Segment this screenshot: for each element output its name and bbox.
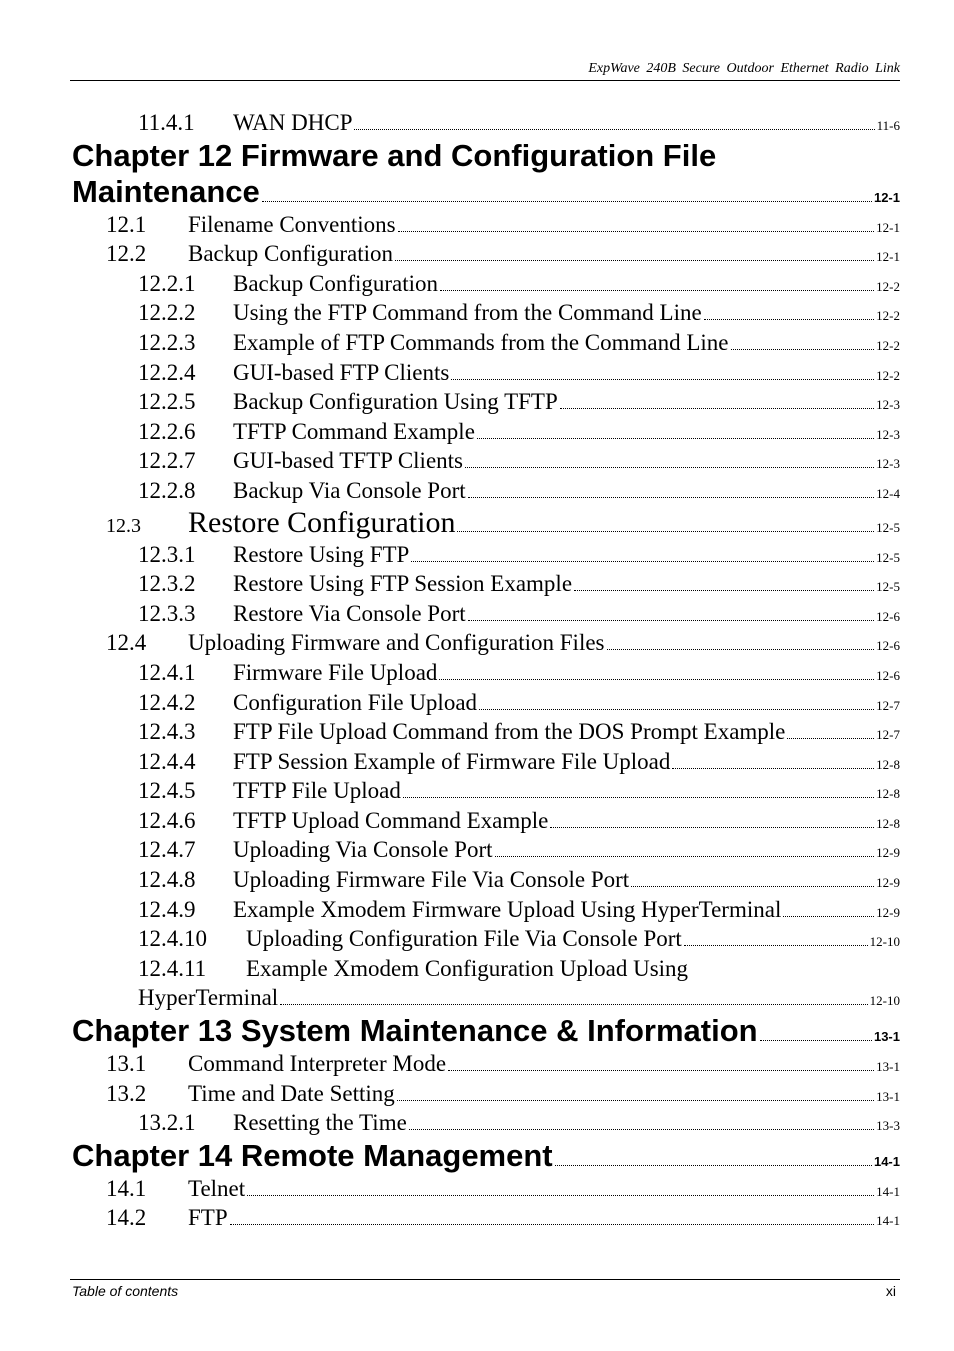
entry-page: 12-7 bbox=[876, 697, 900, 713]
entry-page: 12-2 bbox=[876, 278, 900, 294]
entry-first-line bbox=[72, 954, 900, 984]
entry-page: 14-1 bbox=[876, 1213, 900, 1229]
entry-page: 13-1 bbox=[876, 1088, 900, 1104]
entry-title: Uploading Firmware File Via Console Port bbox=[233, 867, 630, 893]
dot-leader bbox=[409, 1129, 874, 1130]
entry-number: 12.4.7 bbox=[138, 837, 196, 863]
entry-title: Backup Via Console Port bbox=[233, 477, 466, 503]
entry-page: 12-3 bbox=[876, 426, 900, 442]
toc-entry-12-4-10[interactable] bbox=[72, 924, 900, 954]
entry-page: 12-9 bbox=[876, 845, 900, 861]
entry-number: 12.3 bbox=[106, 514, 141, 537]
entry-title: Restore Via Console Port bbox=[233, 600, 466, 626]
entry-page: 12-8 bbox=[876, 815, 900, 831]
entry-number: 12.2.7 bbox=[138, 448, 196, 474]
entry-number: 12.4.2 bbox=[138, 689, 196, 715]
entry-page: 13-1 bbox=[876, 1059, 900, 1075]
entry-page: 12-3 bbox=[876, 456, 900, 472]
dot-leader bbox=[607, 649, 875, 650]
entry-title: Uploading Configuration File Via Console Port bbox=[246, 926, 682, 952]
dot-leader bbox=[672, 768, 874, 769]
dot-leader bbox=[468, 497, 875, 498]
entry-title: Restore Using FTP Session Example bbox=[233, 571, 573, 597]
dot-leader bbox=[684, 945, 868, 946]
dot-leader bbox=[465, 467, 874, 468]
entry-page: 12-5 bbox=[876, 519, 900, 535]
dot-leader bbox=[574, 590, 874, 591]
toc-entry-13-2-1[interactable] bbox=[72, 1108, 900, 1138]
entry-number: 14.1 bbox=[106, 1175, 147, 1201]
toc-chapter-14[interactable] bbox=[72, 1138, 900, 1174]
toc-entry-13-1[interactable] bbox=[72, 1049, 900, 1079]
entry-page: 12-10 bbox=[869, 934, 900, 950]
toc-entry-12-3-1[interactable] bbox=[72, 540, 900, 570]
toc-entry-12-4-5[interactable] bbox=[72, 776, 900, 806]
dot-leader bbox=[704, 319, 874, 320]
entry-title: Restore Using FTP bbox=[233, 541, 410, 567]
toc-entry-12-4-3[interactable] bbox=[72, 717, 900, 747]
entry-title: Backup Configuration bbox=[188, 241, 394, 267]
toc-entry-12-4[interactable] bbox=[72, 628, 900, 658]
entry-page: 12-5 bbox=[876, 579, 900, 595]
entry-title: Example of FTP Commands from the Command Line bbox=[233, 329, 729, 355]
toc-entry-12-2-3[interactable] bbox=[72, 328, 900, 358]
entry-number: 13.2 bbox=[106, 1080, 147, 1106]
entry-title: Filename Conventions bbox=[188, 211, 396, 237]
entry-page: 12-8 bbox=[876, 786, 900, 802]
entry-title: Restore Configuration bbox=[188, 505, 456, 539]
entry-title: Uploading Via Console Port bbox=[233, 837, 493, 863]
dot-leader bbox=[555, 1165, 872, 1166]
toc-entry-12-1[interactable] bbox=[72, 210, 900, 240]
entry-number: 12.4.9 bbox=[138, 896, 196, 922]
entry-title: Configuration File Upload bbox=[233, 689, 478, 715]
running-header: ExpWave 240B Secure Outdoor Ethernet Radio Link bbox=[70, 58, 900, 81]
entry-title: FTP bbox=[188, 1205, 228, 1231]
dot-leader bbox=[477, 438, 874, 439]
entry-page: 12-4 bbox=[876, 485, 900, 501]
entry-page: 13-3 bbox=[876, 1118, 900, 1134]
toc-entry-12-4-6[interactable] bbox=[72, 806, 900, 836]
entry-number: 12.2.2 bbox=[138, 300, 196, 326]
entry-number: 13.1 bbox=[106, 1051, 147, 1077]
entry-page: 11-6 bbox=[876, 118, 900, 133]
entry-title: Example Xmodem Firmware Upload Using HyperTerminal bbox=[233, 896, 782, 922]
chapter-title-line1: Chapter 12 Firmware and Configuration File bbox=[72, 137, 717, 173]
entry-title: Backup Configuration bbox=[233, 270, 439, 296]
entry-number: 12.2.3 bbox=[138, 329, 196, 355]
toc-entry-12-3[interactable] bbox=[72, 506, 900, 540]
entry-page: 12-10 bbox=[869, 993, 900, 1009]
entry-page: 12-3 bbox=[876, 397, 900, 413]
dot-leader bbox=[479, 709, 874, 710]
entry-number: 12.4.8 bbox=[138, 867, 196, 893]
entry-title: TFTP File Upload bbox=[233, 778, 401, 804]
entry-title-line1: Example Xmodem Configuration Upload Using bbox=[246, 955, 689, 981]
toc-entry-12-4-11[interactable] bbox=[72, 954, 900, 1013]
entry-number: 12.3.1 bbox=[138, 541, 196, 567]
dot-leader bbox=[262, 201, 872, 202]
chapter-title-line2-row bbox=[72, 174, 900, 210]
dot-leader bbox=[631, 886, 874, 887]
entry-title: Time and Date Setting bbox=[188, 1080, 395, 1106]
toc-entry-12-3-3[interactable] bbox=[72, 599, 900, 629]
entry-title: WAN DHCP bbox=[233, 110, 353, 135]
entry-page: 12-9 bbox=[876, 904, 900, 920]
entry-title: Firmware File Upload bbox=[233, 659, 438, 685]
entry-number: 12.4.3 bbox=[138, 719, 196, 745]
toc-entry-12-2-8[interactable] bbox=[72, 476, 900, 506]
entry-page: 12-2 bbox=[876, 337, 900, 353]
dot-leader bbox=[230, 1224, 875, 1225]
entry-title: GUI-based FTP Clients bbox=[233, 359, 450, 385]
dot-leader bbox=[411, 561, 874, 562]
entry-page: 12-8 bbox=[876, 756, 900, 772]
entry-title: Command Interpreter Mode bbox=[188, 1051, 447, 1077]
dot-leader bbox=[451, 379, 874, 380]
table-of-contents bbox=[72, 108, 900, 1233]
dot-leader bbox=[468, 620, 875, 621]
entry-title: Telnet bbox=[188, 1175, 246, 1201]
entry-title: Uploading Firmware and Configuration Files bbox=[188, 630, 605, 656]
dot-leader bbox=[354, 129, 874, 130]
dot-leader bbox=[448, 1070, 874, 1071]
entry-title: Using the FTP Command from the Command Line bbox=[233, 300, 702, 326]
dot-leader bbox=[787, 738, 874, 739]
entry-title: TFTP Command Example bbox=[233, 418, 475, 444]
toc-entry-12-4-4[interactable] bbox=[72, 747, 900, 777]
entry-number: 14.2 bbox=[106, 1205, 147, 1231]
toc-entry-14-1[interactable] bbox=[72, 1174, 900, 1204]
entry-page: 12-2 bbox=[876, 308, 900, 324]
entry-page: 14-1 bbox=[873, 1153, 900, 1169]
dot-leader bbox=[439, 679, 874, 680]
toc-entry-12-2-5[interactable] bbox=[72, 387, 900, 417]
dot-leader bbox=[280, 1004, 867, 1005]
entry-number: 12.2 bbox=[106, 241, 147, 267]
dot-leader bbox=[457, 531, 874, 532]
entry-number: 12.3.2 bbox=[138, 571, 196, 597]
entry-title: FTP Session Example of Firmware File Upload bbox=[233, 748, 671, 774]
entry-page: 14-1 bbox=[876, 1183, 900, 1199]
entry-number: 12.4.5 bbox=[138, 778, 196, 804]
entry-page: 12-2 bbox=[876, 367, 900, 383]
entry-page: 12-1 bbox=[876, 219, 900, 235]
toc-entry-13-2[interactable] bbox=[72, 1079, 900, 1109]
toc-entry-12-2-7[interactable] bbox=[72, 446, 900, 476]
toc-entry-12-4-8[interactable] bbox=[72, 865, 900, 895]
entry-page: 13-1 bbox=[873, 1029, 900, 1045]
toc-entry-12-4-7[interactable] bbox=[72, 835, 900, 865]
running-footer bbox=[70, 1279, 900, 1302]
dot-leader bbox=[398, 231, 875, 232]
toc-entry-12-2-6[interactable] bbox=[72, 417, 900, 447]
entry-number: 12.4.10 bbox=[138, 926, 207, 952]
chapter-title: Chapter 14 Remote Management bbox=[72, 1137, 553, 1173]
dot-leader bbox=[397, 1100, 874, 1101]
entry-page: 12-5 bbox=[876, 549, 900, 565]
dot-leader bbox=[495, 856, 875, 857]
entry-number: 12.4.4 bbox=[138, 748, 196, 774]
entry-page: 12-6 bbox=[876, 667, 900, 683]
entry-number: 12.1 bbox=[106, 211, 147, 237]
dot-leader bbox=[731, 349, 875, 350]
chapter-title: Chapter 13 System Maintenance & Information bbox=[72, 1013, 758, 1049]
dot-leader bbox=[760, 1040, 872, 1041]
entry-number: 12.2.5 bbox=[138, 389, 196, 415]
entry-page: 12-1 bbox=[873, 189, 900, 205]
toc-chapter-13[interactable] bbox=[72, 1013, 900, 1049]
entry-number: 12.4.1 bbox=[138, 659, 196, 685]
entry-number: 11.4.1 bbox=[138, 110, 195, 135]
entry-title-line2: HyperTerminal bbox=[138, 985, 279, 1011]
page-number: xi bbox=[885, 1283, 896, 1299]
footer-label: Table of contents bbox=[72, 1283, 179, 1299]
toc-entry-12-2-4[interactable] bbox=[72, 358, 900, 388]
toc-entry-11-4-1[interactable] bbox=[72, 108, 900, 138]
toc-entry-12-2-2[interactable] bbox=[72, 298, 900, 328]
entry-page: 12-6 bbox=[876, 638, 900, 654]
dot-leader bbox=[783, 916, 874, 917]
entry-page: 12-9 bbox=[876, 875, 900, 891]
entry-number: 12.2.1 bbox=[138, 270, 196, 296]
entry-title: GUI-based TFTP Clients bbox=[233, 448, 463, 474]
toc-entry-12-4-9[interactable] bbox=[72, 895, 900, 925]
toc-entry-12-2-1[interactable] bbox=[72, 269, 900, 299]
toc-entry-12-2[interactable] bbox=[72, 239, 900, 269]
entry-title: TFTP Upload Command Example bbox=[233, 807, 549, 833]
entry-number: 12.4.11 bbox=[138, 955, 207, 981]
entry-page: 12-6 bbox=[876, 608, 900, 624]
dot-leader bbox=[403, 797, 874, 798]
dot-leader bbox=[395, 260, 874, 261]
entry-number: 13.2.1 bbox=[138, 1110, 196, 1136]
entry-number: 12.2.4 bbox=[138, 359, 196, 385]
dot-leader bbox=[550, 827, 874, 828]
toc-entry-12-3-2[interactable] bbox=[72, 569, 900, 599]
chapter-title-line2: Maintenance bbox=[72, 173, 260, 209]
entry-number: 12.2.8 bbox=[138, 477, 196, 503]
toc-chapter-12[interactable] bbox=[72, 138, 900, 210]
entry-number: 12.2.6 bbox=[138, 418, 196, 444]
entry-title: Backup Configuration Using TFTP bbox=[233, 389, 558, 415]
dot-leader bbox=[560, 408, 874, 409]
entry-number: 12.4.6 bbox=[138, 807, 196, 833]
entry-number: 12.4 bbox=[106, 630, 147, 656]
entry-page: 12-1 bbox=[876, 249, 900, 265]
entry-title: FTP File Upload Command from the DOS Prompt Example bbox=[233, 719, 786, 745]
toc-entry-12-4-1[interactable] bbox=[72, 658, 900, 688]
toc-entry-14-2[interactable] bbox=[72, 1203, 900, 1233]
entry-title: Resetting the Time bbox=[233, 1110, 407, 1136]
dot-leader bbox=[440, 290, 874, 291]
dot-leader bbox=[247, 1195, 874, 1196]
entry-number: 12.3.3 bbox=[138, 600, 196, 626]
entry-page: 12-7 bbox=[876, 727, 900, 743]
toc-entry-12-4-2[interactable] bbox=[72, 688, 900, 718]
entry-second-line bbox=[72, 983, 900, 1013]
